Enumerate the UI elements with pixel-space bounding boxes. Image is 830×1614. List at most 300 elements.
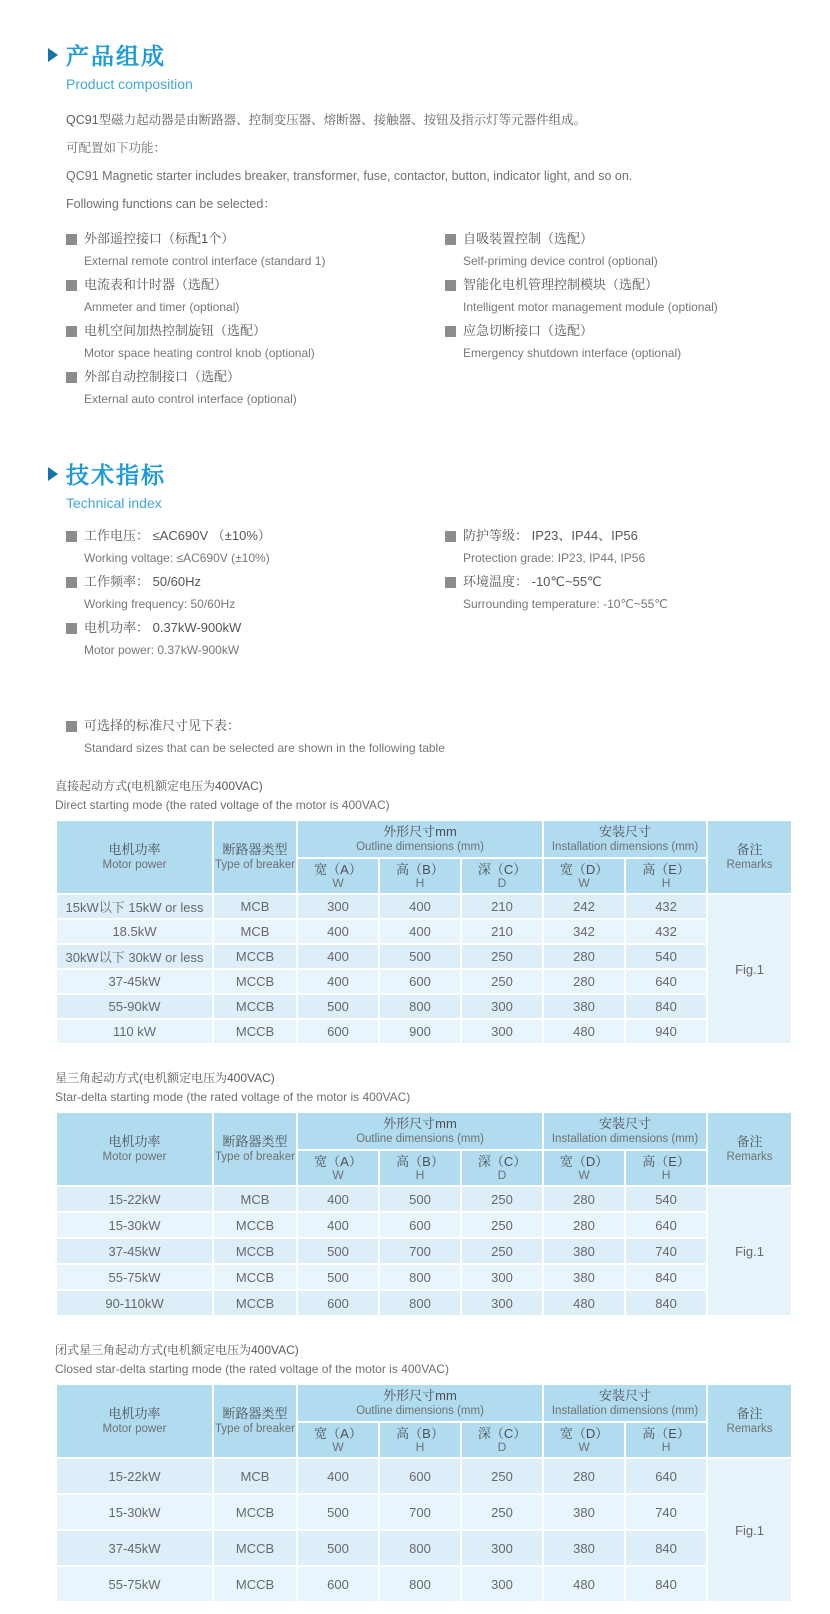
cell-breaker-type: MCB bbox=[214, 1187, 296, 1211]
cell-remark: Fig.1 bbox=[708, 1187, 791, 1315]
header-outline-en: Outline dimensions (mm) bbox=[356, 1133, 484, 1145]
table-body bbox=[57, 1459, 791, 1601]
bullet-item-zh-row bbox=[66, 620, 445, 636]
cell-dimension: 480 bbox=[544, 1020, 624, 1043]
cell-dimension: 480 bbox=[544, 1291, 624, 1315]
bullet-item bbox=[66, 369, 445, 406]
cell-dimension: 400 bbox=[298, 920, 378, 943]
cell-dimension: 300 bbox=[298, 895, 378, 918]
spec-list-right bbox=[445, 528, 830, 666]
header-height-b-en: H bbox=[415, 1168, 425, 1182]
header-outline-dimensions bbox=[298, 1385, 542, 1421]
table-body bbox=[57, 1187, 791, 1315]
cell-dimension: 500 bbox=[298, 1531, 378, 1565]
header-height-e-zh: 高（E） bbox=[642, 1426, 690, 1441]
cell-motor-power: 15-22kW bbox=[57, 1459, 212, 1493]
cell-dimension: 250 bbox=[462, 945, 542, 968]
cell-motor-power: 37-45kW bbox=[57, 970, 212, 993]
cell-dimension: 300 bbox=[462, 1531, 542, 1565]
section-arrow-icon bbox=[48, 48, 58, 62]
note-en: Standard sizes that can be selected are shown in the following table bbox=[84, 741, 445, 755]
cell-dimension: 500 bbox=[380, 1187, 460, 1211]
bullet-item-en: External auto control interface (optional) bbox=[84, 392, 297, 406]
header-outline-zh: 外形尺寸mm bbox=[383, 1116, 457, 1131]
header-width-a bbox=[298, 859, 378, 893]
cell-dimension: 250 bbox=[462, 1459, 542, 1493]
cell-dimension: 640 bbox=[626, 1213, 706, 1237]
header-install-en: Installation dimensions (mm) bbox=[551, 1405, 699, 1417]
intro-paragraph-en2: Following functions can be selected： bbox=[66, 197, 276, 211]
header-install-en: Installation dimensions (mm) bbox=[551, 1133, 699, 1145]
cell-dimension: 840 bbox=[626, 995, 706, 1018]
bullet-item-zh-row bbox=[66, 574, 445, 590]
cell-dimension: 500 bbox=[298, 1239, 378, 1263]
cell-motor-power: 15-22kW bbox=[57, 1187, 212, 1211]
bullet-item bbox=[66, 528, 445, 565]
feature-list-left bbox=[66, 231, 445, 415]
header-remarks-zh: 备注 bbox=[736, 842, 763, 857]
header-width-a-zh: 宽（A） bbox=[314, 1426, 362, 1441]
header-width-a-en: W bbox=[332, 1168, 344, 1182]
header-height-e-en: H bbox=[661, 876, 671, 890]
header-width-a bbox=[298, 1423, 378, 1457]
cell-dimension: 400 bbox=[298, 1459, 378, 1493]
bullet-item bbox=[445, 277, 830, 314]
cell-breaker-type: MCCB bbox=[214, 1291, 296, 1315]
cell-dimension: 380 bbox=[544, 1265, 624, 1289]
square-bullet-icon bbox=[66, 623, 77, 634]
table-row bbox=[57, 970, 791, 993]
cell-dimension: 640 bbox=[626, 970, 706, 993]
bullet-item bbox=[445, 574, 830, 611]
header-width-a-en: W bbox=[332, 1440, 344, 1454]
cell-dimension: 800 bbox=[380, 1291, 460, 1315]
cell-dimension: 280 bbox=[544, 1187, 624, 1211]
cell-breaker-type: MCCB bbox=[214, 1020, 296, 1043]
cell-motor-power: 15kW以下 15kW or less bbox=[57, 895, 212, 918]
bullet-item-en: Emergency shutdown interface (optional) bbox=[463, 346, 682, 360]
header-width-d bbox=[544, 859, 624, 893]
cell-dimension: 300 bbox=[462, 1265, 542, 1289]
bullet-item-zh: 电机功率： 0.37kW-900kW bbox=[84, 620, 242, 635]
header-height-e-en: H bbox=[661, 1168, 671, 1182]
header-height-e bbox=[626, 1423, 706, 1457]
bullet-item-zh-row bbox=[66, 231, 445, 247]
bullet-item-en: Surrounding temperature: -10℃~55℃ bbox=[463, 597, 668, 611]
table-row bbox=[57, 1239, 791, 1263]
bullet-item bbox=[66, 574, 445, 611]
header-width-d-en: W bbox=[578, 876, 590, 890]
bullet-item bbox=[66, 323, 445, 360]
section-title-row bbox=[48, 457, 830, 490]
header-depth-c-zh: 深（C） bbox=[477, 1426, 527, 1441]
section-title-zh: 技术指标 bbox=[66, 462, 166, 488]
header-remarks-en: Remarks bbox=[726, 1423, 773, 1435]
cell-motor-power: 18.5kW bbox=[57, 920, 212, 943]
square-bullet-icon bbox=[66, 280, 77, 291]
cell-dimension: 600 bbox=[298, 1567, 378, 1601]
table-row bbox=[57, 895, 791, 918]
cell-dimension: 432 bbox=[626, 920, 706, 943]
header-outline-dimensions bbox=[298, 1113, 542, 1149]
header-width-d-zh: 宽（D） bbox=[559, 1154, 609, 1169]
cell-dimension: 280 bbox=[544, 970, 624, 993]
cell-motor-power: 37-45kW bbox=[57, 1239, 212, 1263]
table-row bbox=[57, 1265, 791, 1289]
square-bullet-icon bbox=[445, 280, 456, 291]
table2-caption-en: Star-delta starting mode (the rated voltage of the motor is 400VAC) bbox=[55, 1090, 411, 1104]
header-breaker-en: Type of breaker bbox=[215, 1423, 295, 1435]
section-technical-header bbox=[48, 457, 830, 511]
cell-dimension: 480 bbox=[544, 1567, 624, 1601]
cell-dimension: 740 bbox=[626, 1239, 706, 1263]
header-motor-power-en: Motor power bbox=[102, 1423, 167, 1435]
header-outline-en: Outline dimensions (mm) bbox=[356, 841, 484, 853]
header-depth-c bbox=[462, 1423, 542, 1457]
square-bullet-icon bbox=[445, 531, 456, 542]
header-width-d-zh: 宽（D） bbox=[559, 862, 609, 877]
cell-dimension: 640 bbox=[626, 1459, 706, 1493]
bullet-item-en: Protection grade: IP23, IP44, IP56 bbox=[463, 551, 646, 565]
header-remarks-zh: 备注 bbox=[736, 1134, 763, 1149]
cell-motor-power: 55-75kW bbox=[57, 1265, 212, 1289]
table1-caption-en: Direct starting mode (the rated voltage of the motor is 400VAC) bbox=[55, 798, 390, 812]
note-zh-row bbox=[66, 718, 830, 734]
cell-breaker-type: MCCB bbox=[214, 995, 296, 1018]
spec-columns bbox=[66, 528, 830, 666]
cell-dimension: 210 bbox=[462, 895, 542, 918]
bullet-item bbox=[66, 620, 445, 657]
table2-caption-zh: 星三角起动方式(电机额定电压为400VAC) bbox=[55, 1071, 275, 1085]
section-arrow-icon bbox=[48, 467, 58, 481]
header-depth-c-en: D bbox=[497, 1168, 507, 1182]
header-installation-dimensions bbox=[544, 821, 706, 857]
bullet-item-zh-row bbox=[445, 277, 830, 293]
header-outline-zh: 外形尺寸mm bbox=[383, 824, 457, 839]
table-row bbox=[57, 1213, 791, 1237]
cell-motor-power: 30kW以下 30kW or less bbox=[57, 945, 212, 968]
header-height-b-zh: 高（B） bbox=[396, 862, 444, 877]
table-row bbox=[57, 1459, 791, 1493]
cell-remark: Fig.1 bbox=[708, 895, 791, 1043]
closed-star-delta-table bbox=[55, 1383, 793, 1603]
cell-dimension: 800 bbox=[380, 1567, 460, 1601]
header-height-b-zh: 高（B） bbox=[396, 1426, 444, 1441]
bullet-item-zh-row bbox=[445, 574, 830, 590]
cell-dimension: 800 bbox=[380, 995, 460, 1018]
header-breaker-zh: 断路器类型 bbox=[222, 842, 288, 857]
cell-dimension: 600 bbox=[380, 970, 460, 993]
cell-dimension: 600 bbox=[298, 1020, 378, 1043]
cell-breaker-type: MCCB bbox=[214, 1213, 296, 1237]
header-remarks-en: Remarks bbox=[726, 1151, 773, 1163]
cell-dimension: 600 bbox=[298, 1291, 378, 1315]
section-title-en: Product composition bbox=[66, 76, 193, 92]
table3-caption-zh: 闭式星三角起动方式(电机额定电压为400VAC) bbox=[55, 1343, 299, 1357]
direct-starting-table bbox=[55, 819, 793, 1045]
header-install-zh: 安装尺寸 bbox=[599, 824, 652, 839]
cell-dimension: 400 bbox=[298, 1213, 378, 1237]
header-remarks bbox=[708, 1113, 791, 1185]
header-motor-power-en: Motor power bbox=[102, 1151, 167, 1163]
header-depth-c-zh: 深（C） bbox=[477, 1154, 527, 1169]
header-depth-c bbox=[462, 1151, 542, 1185]
header-width-a-zh: 宽（A） bbox=[314, 1154, 362, 1169]
cell-dimension: 380 bbox=[544, 1239, 624, 1263]
cell-dimension: 400 bbox=[298, 945, 378, 968]
cell-breaker-type: MCCB bbox=[214, 1495, 296, 1529]
cell-dimension: 300 bbox=[462, 995, 542, 1018]
feature-list-right bbox=[445, 231, 830, 415]
header-depth-c bbox=[462, 859, 542, 893]
section-title-en: Technical index bbox=[66, 495, 162, 511]
header-height-b-zh: 高（B） bbox=[396, 1154, 444, 1169]
bullet-item-zh: 外部自动控制接口（选配） bbox=[84, 369, 241, 384]
cell-dimension: 700 bbox=[380, 1239, 460, 1263]
cell-dimension: 700 bbox=[380, 1495, 460, 1529]
header-outline-zh: 外形尺寸mm bbox=[383, 1388, 457, 1403]
cell-dimension: 600 bbox=[380, 1459, 460, 1493]
bullet-item-zh: 电流表和计时器（选配） bbox=[84, 277, 228, 292]
header-remarks bbox=[708, 1385, 791, 1457]
table-row bbox=[57, 1531, 791, 1565]
intro-paragraph-zh: QC91型磁力起动器是由断路器、控制变压器、熔断器、接触器、按钮及指示灯等元器件组成。 bbox=[66, 113, 587, 127]
cell-dimension: 600 bbox=[380, 1213, 460, 1237]
header-height-b-en: H bbox=[415, 1440, 425, 1454]
note-zh: 可选择的标准尺寸见下表： bbox=[84, 718, 241, 733]
cell-dimension: 380 bbox=[544, 1495, 624, 1529]
header-breaker-en: Type of breaker bbox=[215, 859, 295, 871]
header-remarks-zh: 备注 bbox=[736, 1406, 763, 1421]
cell-dimension: 500 bbox=[298, 1495, 378, 1529]
table-row bbox=[57, 1020, 791, 1043]
section-product-header bbox=[48, 38, 830, 92]
cell-breaker-type: MCCB bbox=[214, 1567, 296, 1601]
cell-motor-power: 90-110kW bbox=[57, 1291, 212, 1315]
cell-dimension: 840 bbox=[626, 1567, 706, 1601]
bullet-item-zh: 工作电压： ≤AC690V （±10%） bbox=[84, 528, 271, 543]
cell-dimension: 210 bbox=[462, 920, 542, 943]
header-height-b bbox=[380, 1151, 460, 1185]
cell-dimension: 280 bbox=[544, 945, 624, 968]
cell-dimension: 500 bbox=[380, 945, 460, 968]
header-height-e bbox=[626, 859, 706, 893]
cell-breaker-type: MCB bbox=[214, 895, 296, 918]
bullet-item-zh: 防护等级： IP23、IP44、IP56 bbox=[463, 528, 638, 543]
cell-breaker-type: MCCB bbox=[214, 1239, 296, 1263]
bullet-item-en: Motor space heating control knob (optional) bbox=[84, 346, 315, 360]
table-row bbox=[57, 920, 791, 943]
header-width-d bbox=[544, 1423, 624, 1457]
header-width-a-zh: 宽（A） bbox=[314, 862, 362, 877]
header-height-e-en: H bbox=[661, 1440, 671, 1454]
bullet-item-zh-row bbox=[66, 277, 445, 293]
datasheet-page bbox=[0, 38, 830, 1614]
square-bullet-icon bbox=[445, 577, 456, 588]
cell-dimension: 280 bbox=[544, 1459, 624, 1493]
cell-motor-power: 110 kW bbox=[57, 1020, 212, 1043]
bullet-item-en: Intelligent motor management module (optional) bbox=[463, 300, 718, 314]
bullet-item-en: Ammeter and timer (optional) bbox=[84, 300, 240, 314]
bullet-item-zh: 电机空间加热控制旋钮（选配） bbox=[84, 323, 267, 338]
header-width-a bbox=[298, 1151, 378, 1185]
header-motor-power-zh: 电机功率 bbox=[108, 842, 161, 857]
header-installation-dimensions bbox=[544, 1113, 706, 1149]
cell-dimension: 432 bbox=[626, 895, 706, 918]
spec-list-left bbox=[66, 528, 445, 666]
header-breaker-en: Type of breaker bbox=[215, 1151, 295, 1163]
header-depth-c-en: D bbox=[497, 876, 507, 890]
bullet-item bbox=[445, 323, 830, 360]
bullet-item-zh-row bbox=[66, 528, 445, 544]
cell-breaker-type: MCB bbox=[214, 920, 296, 943]
cell-motor-power: 55-75kW bbox=[57, 1567, 212, 1601]
header-breaker-type bbox=[214, 1113, 296, 1185]
cell-dimension: 300 bbox=[462, 1020, 542, 1043]
bullet-item-zh: 应急切断接口（选配） bbox=[463, 323, 594, 338]
header-outline-en: Outline dimensions (mm) bbox=[356, 1405, 484, 1417]
cell-dimension: 250 bbox=[462, 1213, 542, 1237]
header-width-d-en: W bbox=[578, 1440, 590, 1454]
cell-dimension: 540 bbox=[626, 1187, 706, 1211]
header-breaker-zh: 断路器类型 bbox=[222, 1134, 288, 1149]
header-height-b bbox=[380, 859, 460, 893]
cell-breaker-type: MCCB bbox=[214, 945, 296, 968]
header-height-b-en: H bbox=[415, 876, 425, 890]
cell-dimension: 380 bbox=[544, 1531, 624, 1565]
header-width-d-zh: 宽（D） bbox=[559, 1426, 609, 1441]
header-motor-power bbox=[57, 821, 212, 893]
cell-breaker-type: MCCB bbox=[214, 1265, 296, 1289]
square-bullet-icon bbox=[66, 577, 77, 588]
table-row bbox=[57, 1187, 791, 1211]
table-row bbox=[57, 995, 791, 1018]
bullet-item-zh: 环境温度： -10℃~55℃ bbox=[463, 574, 602, 589]
bullet-item bbox=[66, 231, 445, 268]
cell-dimension: 300 bbox=[462, 1291, 542, 1315]
section-title-row bbox=[48, 38, 830, 71]
cell-dimension: 740 bbox=[626, 1495, 706, 1529]
header-remarks-en: Remarks bbox=[726, 859, 773, 871]
cell-motor-power: 37-45kW bbox=[57, 1531, 212, 1565]
cell-dimension: 250 bbox=[462, 970, 542, 993]
header-motor-power-zh: 电机功率 bbox=[108, 1406, 161, 1421]
header-height-e-zh: 高（E） bbox=[642, 862, 690, 877]
bullet-item-zh-row bbox=[445, 231, 830, 247]
intro-paragraph-zh2: 可配置如下功能： bbox=[66, 141, 167, 155]
cell-dimension: 840 bbox=[626, 1265, 706, 1289]
header-installation-dimensions bbox=[544, 1385, 706, 1421]
bullet-item bbox=[445, 528, 830, 565]
cell-dimension: 800 bbox=[380, 1265, 460, 1289]
header-depth-c-zh: 深（C） bbox=[477, 862, 527, 877]
bullet-item bbox=[66, 277, 445, 314]
table-row bbox=[57, 1567, 791, 1601]
header-breaker-zh: 断路器类型 bbox=[222, 1406, 288, 1421]
cell-dimension: 400 bbox=[380, 895, 460, 918]
header-motor-power bbox=[57, 1113, 212, 1185]
cell-motor-power: 55-90kW bbox=[57, 995, 212, 1018]
header-width-d-en: W bbox=[578, 1168, 590, 1182]
table3-caption-en: Closed star-delta starting mode (the rated voltage of the motor is 400VAC) bbox=[55, 1362, 449, 1376]
bullet-item-zh: 工作频率： 50/60Hz bbox=[84, 574, 202, 589]
header-motor-power bbox=[57, 1385, 212, 1457]
cell-dimension: 250 bbox=[462, 1495, 542, 1529]
square-bullet-icon bbox=[445, 234, 456, 245]
cell-dimension: 800 bbox=[380, 1531, 460, 1565]
cell-breaker-type: MCB bbox=[214, 1459, 296, 1493]
star-delta-table bbox=[55, 1111, 793, 1317]
header-outline-dimensions bbox=[298, 821, 542, 857]
cell-dimension: 940 bbox=[626, 1020, 706, 1043]
header-remarks bbox=[708, 821, 791, 893]
bullet-item-en: Working frequency: 50/60Hz bbox=[84, 597, 236, 611]
standard-sizes-note bbox=[66, 718, 830, 755]
header-breaker-type bbox=[214, 1385, 296, 1457]
feature-columns bbox=[66, 231, 830, 415]
cell-dimension: 400 bbox=[298, 1187, 378, 1211]
cell-dimension: 300 bbox=[462, 1567, 542, 1601]
cell-dimension: 250 bbox=[462, 1187, 542, 1211]
cell-dimension: 900 bbox=[380, 1020, 460, 1043]
bullet-item bbox=[445, 231, 830, 268]
square-bullet-icon bbox=[445, 326, 456, 337]
bullet-item-zh: 外部遥控接口（标配1个） bbox=[84, 231, 235, 246]
intro-paragraph-en: QC91 Magnetic starter includes breaker, transformer, fuse, contactor, button, indicator light, and so on. bbox=[66, 169, 633, 183]
bullet-item-en: External remote control interface (standard 1) bbox=[84, 254, 326, 268]
table1-caption-zh: 直接起动方式(电机额定电压为400VAC) bbox=[55, 779, 263, 793]
cell-dimension: 540 bbox=[626, 945, 706, 968]
cell-motor-power: 15-30kW bbox=[57, 1495, 212, 1529]
cell-dimension: 342 bbox=[544, 920, 624, 943]
cell-dimension: 500 bbox=[298, 995, 378, 1018]
square-bullet-icon bbox=[66, 326, 77, 337]
cell-dimension: 400 bbox=[298, 970, 378, 993]
header-install-en: Installation dimensions (mm) bbox=[551, 841, 699, 853]
bullet-item-en: Self-priming device control (optional) bbox=[463, 254, 658, 268]
header-height-b bbox=[380, 1423, 460, 1457]
cell-motor-power: 15-30kW bbox=[57, 1213, 212, 1237]
header-depth-c-en: D bbox=[497, 1440, 507, 1454]
cell-dimension: 840 bbox=[626, 1291, 706, 1315]
cell-dimension: 840 bbox=[626, 1531, 706, 1565]
header-width-d bbox=[544, 1151, 624, 1185]
bullet-item-en: Working voltage: ≤AC690V (±10%) bbox=[84, 551, 270, 565]
table-body bbox=[57, 895, 791, 1043]
cell-dimension: 250 bbox=[462, 1239, 542, 1263]
header-install-zh: 安装尺寸 bbox=[599, 1116, 652, 1131]
cell-dimension: 280 bbox=[544, 1213, 624, 1237]
square-bullet-icon bbox=[66, 721, 77, 732]
cell-dimension: 380 bbox=[544, 995, 624, 1018]
bullet-item-zh-row bbox=[445, 323, 830, 339]
table-row bbox=[57, 945, 791, 968]
header-motor-power-en: Motor power bbox=[102, 859, 167, 871]
cell-breaker-type: MCCB bbox=[214, 1531, 296, 1565]
square-bullet-icon bbox=[66, 234, 77, 245]
header-height-e-zh: 高（E） bbox=[642, 1154, 690, 1169]
bullet-item-zh-row bbox=[66, 323, 445, 339]
square-bullet-icon bbox=[66, 531, 77, 542]
square-bullet-icon bbox=[66, 372, 77, 383]
header-motor-power-zh: 电机功率 bbox=[108, 1134, 161, 1149]
bullet-item-zh: 智能化电机管理控制模块（选配） bbox=[463, 277, 659, 292]
header-install-zh: 安装尺寸 bbox=[599, 1388, 652, 1403]
header-height-e bbox=[626, 1151, 706, 1185]
cell-dimension: 500 bbox=[298, 1265, 378, 1289]
header-breaker-type bbox=[214, 821, 296, 893]
table-row bbox=[57, 1291, 791, 1315]
